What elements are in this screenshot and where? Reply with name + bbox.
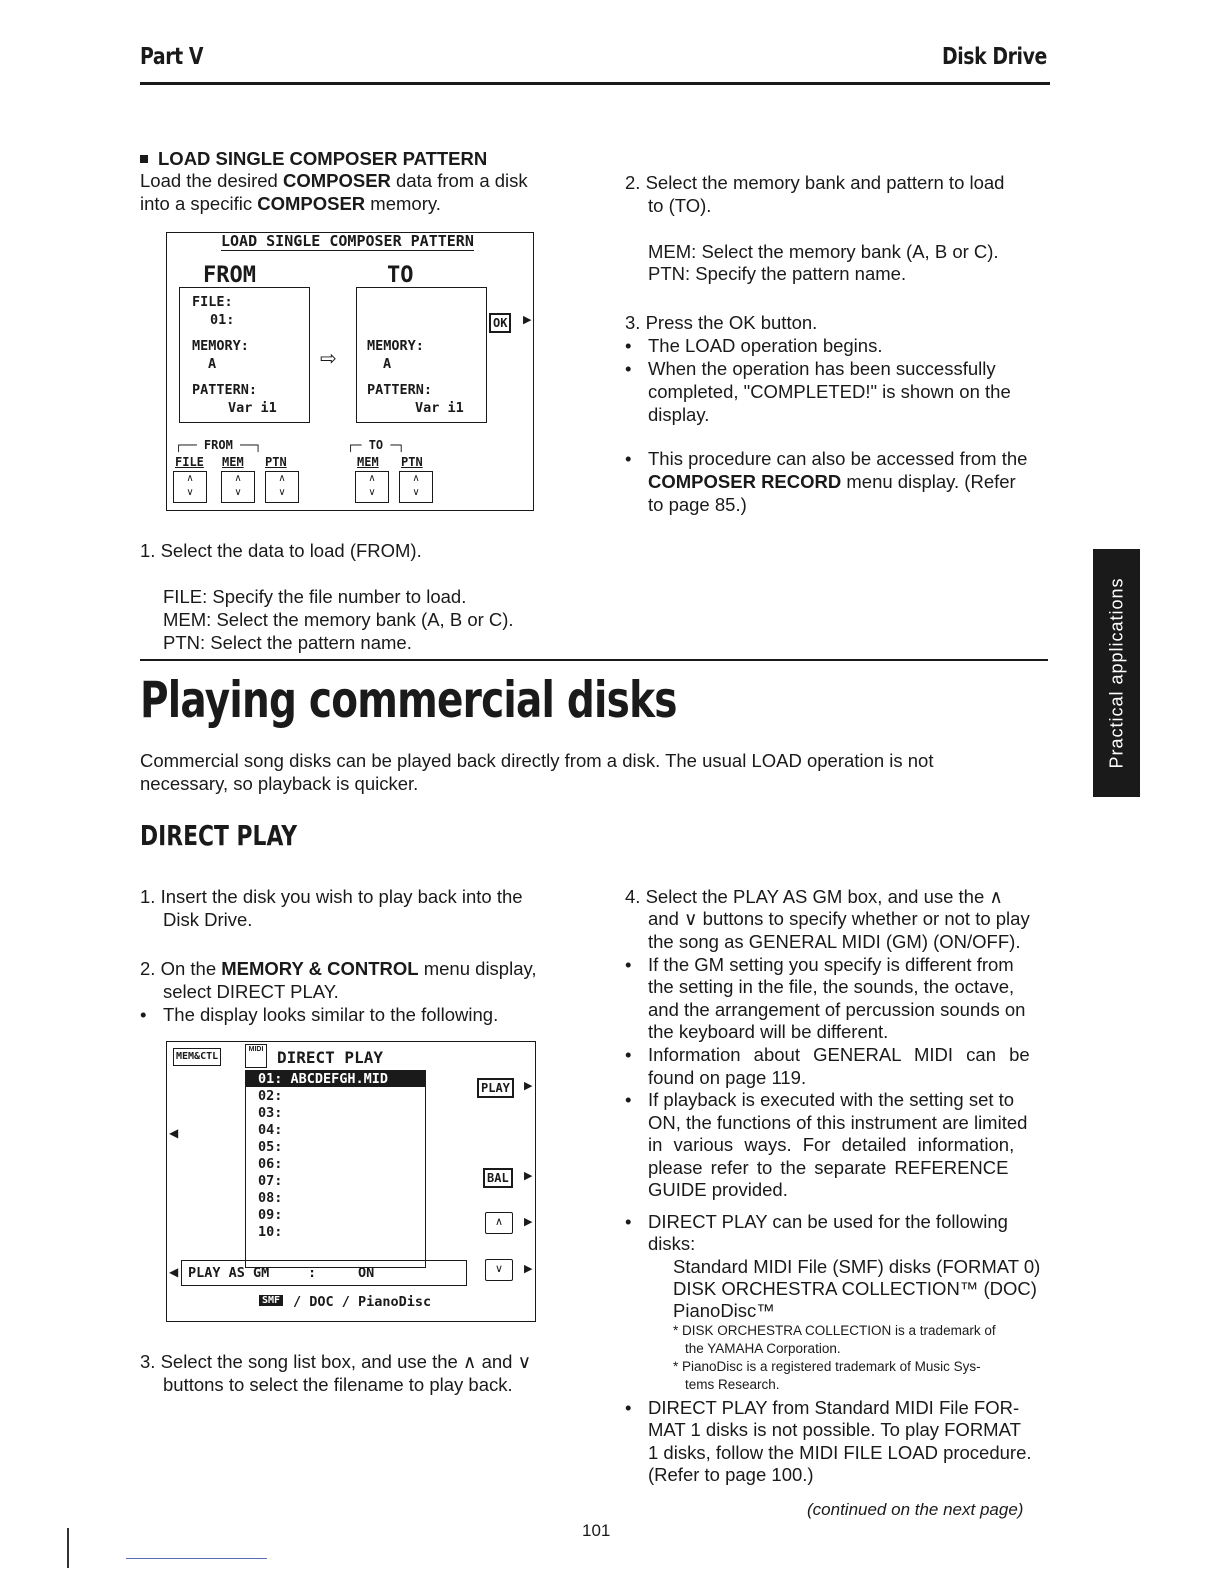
- gm-separator: :: [308, 1265, 317, 1281]
- to-memory-value: A: [383, 356, 392, 372]
- limit-bullet-line: ON, the functions of this instrument are limited: [648, 1112, 1028, 1133]
- song-row[interactable]: 04:: [258, 1122, 283, 1138]
- gm-bullet-line: the setting in the file, the sounds, the octave,: [648, 976, 1015, 997]
- margin-mark: [67, 1528, 69, 1568]
- to-ptn-updown-button[interactable]: ∧ ∨: [399, 471, 433, 503]
- gm-label: PLAY AS GM: [188, 1265, 270, 1281]
- btn-to-mem-label: MEM: [357, 455, 379, 469]
- load-bullet2-line1: When the operation has been successfully: [648, 358, 996, 379]
- arrow-right-icon: ⇨: [320, 348, 337, 370]
- gm-bullet-line: If the GM setting you specify is different from: [648, 954, 1014, 975]
- playing-intro-line1: Commercial song disks can be played back directly from a disk. The usual LOAD operation is not: [140, 750, 934, 771]
- mem-note: MEM: Select the memory bank (A, B or C).: [163, 609, 514, 630]
- song-row[interactable]: 03:: [258, 1105, 283, 1121]
- bullet-dot-icon: •: [625, 1044, 632, 1065]
- direct-play-display: [166, 1041, 536, 1322]
- to-memory-label: MEMORY:: [367, 338, 424, 354]
- song-row[interactable]: 06:: [258, 1156, 283, 1172]
- gm-bullet-line: the keyboard will be different.: [648, 1021, 889, 1042]
- text-bold: MEMORY & CONTROL: [221, 958, 419, 979]
- file-note: FILE: Specify the file number to load.: [163, 586, 467, 607]
- song-row[interactable]: 09:: [258, 1207, 283, 1223]
- play-as-gm-box[interactable]: [181, 1260, 467, 1286]
- to-pattern-label: PATTERN:: [367, 382, 433, 398]
- bullet-dot-icon: •: [625, 1397, 632, 1418]
- page-number: 101: [582, 1521, 611, 1540]
- left-triangle-icon: ◀: [169, 1265, 179, 1279]
- text: Load the desired: [140, 170, 283, 191]
- to-mem-updown-button[interactable]: ∧ ∨: [355, 471, 389, 503]
- text-bold: COMPOSER RECORD: [648, 471, 842, 492]
- up-triangle-icon: ▶: [524, 1216, 533, 1228]
- load-bullet3-line1: This procedure can also be accessed from the: [648, 448, 1028, 469]
- to-group-text: TO: [368, 438, 384, 452]
- load-step2-line2: to (TO).: [648, 195, 712, 216]
- from-pattern-label: PATTERN:: [192, 382, 258, 398]
- info-bullet-line: Information about GENERAL MIDI can be: [648, 1044, 1030, 1065]
- bullet-dot-icon: •: [625, 1211, 632, 1232]
- memctl-tab[interactable]: MEM&CTL: [173, 1048, 221, 1066]
- btn-ptn-label: PTN: [265, 455, 287, 469]
- text-bold: COMPOSER: [282, 170, 391, 191]
- load-bullet1: The LOAD operation begins.: [648, 335, 883, 356]
- dp-step2-bullet: The display looks similar to the following.: [163, 1004, 499, 1025]
- song-row[interactable]: 02:: [258, 1088, 283, 1104]
- bullet-dot-icon: •: [625, 335, 632, 356]
- dp-step2-line1: [140, 957, 537, 980]
- midi-icon-text: MIDI: [248, 1046, 264, 1053]
- bal-button[interactable]: BAL: [483, 1168, 513, 1188]
- load-step2-line1: 2. Select the memory bank and pattern to load: [625, 172, 1005, 193]
- direct-play-subtitle: DIRECT PLAY: [140, 819, 298, 852]
- from-pattern-value: Var i1: [228, 400, 277, 416]
- disks-bullet-line: disks:: [648, 1233, 696, 1254]
- dp-step4-line3: the song as GENERAL MIDI (GM) (ON/OFF).: [648, 931, 1021, 952]
- dp-step2-line2: select DIRECT PLAY.: [163, 981, 339, 1002]
- left-triangle-icon: ◀: [169, 1126, 179, 1140]
- bullet-dot-icon: •: [625, 1089, 632, 1110]
- bullet-dot-icon: •: [625, 954, 632, 975]
- side-tab-label: Practical applications: [1106, 577, 1126, 769]
- playing-intro-line2: necessary, so playback is quicker.: [140, 773, 419, 794]
- disks-bullet-line: DIRECT PLAY can be used for the following: [648, 1211, 1008, 1232]
- header-part: Part V: [140, 44, 204, 70]
- from-group-label: ┌── FROM ──┐: [175, 438, 262, 452]
- load-display: [166, 232, 534, 511]
- text: menu display. (Refer: [841, 471, 1016, 492]
- text-bold: COMPOSER: [257, 193, 366, 214]
- load-intro-line2: [140, 192, 441, 215]
- footnote: * PianoDisc is a registered trademark of Music Sys-: [673, 1359, 981, 1374]
- margin-mark: [126, 1558, 267, 1559]
- load-step1: 1. Select the data to load (FROM).: [140, 540, 422, 561]
- play-button[interactable]: PLAY: [477, 1078, 514, 1098]
- down-button[interactable]: ∨: [485, 1259, 513, 1281]
- from-label: FROM: [203, 263, 256, 288]
- load-intro-line1: [140, 169, 528, 192]
- song-row[interactable]: 07:: [258, 1173, 283, 1189]
- text: 2. On the: [140, 958, 222, 979]
- smf-badge: SMF: [259, 1295, 283, 1306]
- limit-bullet-line: If playback is executed with the setting set to: [648, 1089, 1015, 1110]
- bullet-dot-icon: •: [625, 448, 632, 469]
- dp-step1-line2: Disk Drive.: [163, 909, 253, 930]
- to-label: TO: [387, 263, 414, 288]
- btn-mem-label: MEM: [222, 455, 244, 469]
- midi-disk-icon: [245, 1044, 267, 1068]
- load-bullet2-line3: display.: [648, 404, 710, 425]
- header-rule: [140, 82, 1050, 85]
- song-row[interactable]: 08:: [258, 1190, 283, 1206]
- dp-step1-line1: 1. Insert the disk you wish to play back into the: [140, 886, 523, 907]
- disk-type: Standard MIDI File (SMF) disks (FORMAT 0): [673, 1256, 1041, 1277]
- from-group-text: FROM: [203, 438, 233, 452]
- square-bullet-icon: [140, 155, 148, 163]
- down-triangle-icon: ▶: [524, 1263, 533, 1275]
- play-triangle-icon: ▶: [524, 1080, 533, 1092]
- ptn-updown-button[interactable]: ∧ ∨: [265, 471, 299, 503]
- load-heading-text: LOAD SINGLE COMPOSER PATTERN: [158, 148, 488, 169]
- limit-bullet-line: in various ways. For detailed information,: [648, 1134, 1015, 1155]
- to-mem-note: MEM: Select the memory bank (A, B or C).: [648, 241, 999, 262]
- gm-bullet-line: and the arrangement of percussion sounds on: [648, 999, 1026, 1020]
- footnote: * DISK ORCHESTRA COLLECTION is a trademark of: [673, 1323, 996, 1338]
- format1-bullet-line: MAT 1 disks is not possible. To play FORMAT: [648, 1419, 1021, 1440]
- text: menu display,: [418, 958, 537, 979]
- text: data from a disk: [390, 170, 528, 191]
- load-heading: [140, 147, 487, 170]
- song-row[interactable]: 05:: [258, 1139, 283, 1155]
- limit-bullet-line: please refer to the separate REFERENCE: [648, 1157, 1009, 1178]
- disk-type: DISK ORCHESTRA COLLECTION™ (DOC): [673, 1278, 1037, 1299]
- footnote: the YAMAHA Corporation.: [685, 1341, 841, 1356]
- disk-type: PianoDisc™: [673, 1300, 775, 1321]
- to-pattern-value: Var i1: [415, 400, 464, 416]
- load-bullet3-line3: to page 85.): [648, 494, 747, 515]
- dp-step3-line2: buttons to select the filename to play back.: [163, 1374, 513, 1395]
- btn-file-label: FILE: [175, 455, 204, 469]
- play-triangle-icon: ▶: [523, 314, 532, 326]
- footnote: tems Research.: [685, 1377, 780, 1392]
- from-memory-label: MEMORY:: [192, 338, 249, 354]
- text: into a specific: [140, 193, 258, 214]
- btn-to-ptn-label: PTN: [401, 455, 423, 469]
- file-updown-button[interactable]: ∧ ∨: [173, 471, 207, 503]
- info-bullet-line: found on page 119.: [648, 1067, 807, 1088]
- gm-value: ON: [358, 1265, 375, 1281]
- bullet-dot-icon: •: [625, 358, 632, 379]
- bal-triangle-icon: ▶: [524, 1170, 533, 1182]
- song-row-selected[interactable]: 01: ABCDEFGH.MID: [246, 1071, 425, 1087]
- load-bullet3-line2: [648, 470, 1016, 493]
- file-label: FILE:: [192, 294, 233, 310]
- side-tab: [1093, 549, 1140, 797]
- section-title: Playing commercial disks: [140, 671, 677, 729]
- text: memory.: [365, 193, 441, 214]
- load-step3: 3. Press the OK button.: [625, 312, 818, 333]
- to-box[interactable]: [356, 287, 487, 423]
- from-box[interactable]: [179, 287, 310, 423]
- direct-play-title: DIRECT PLAY: [277, 1048, 383, 1067]
- bullet-dot-icon: •: [140, 1004, 147, 1025]
- header-section: Disk Drive: [942, 44, 1047, 70]
- dp-step4-line1: 4. Select the PLAY AS GM box, and use the ∧: [625, 886, 1003, 907]
- format1-bullet-line: 1 disks, follow the MIDI FILE LOAD procedure.: [648, 1442, 1032, 1463]
- format1-bullet-line: DIRECT PLAY from Standard MIDI File FOR-: [648, 1397, 1020, 1418]
- limit-bullet-line: GUIDE provided.: [648, 1179, 788, 1200]
- dp-step4-line2: and ∨ buttons to specify whether or not to play: [648, 908, 1030, 929]
- continued-note: (continued on the next page): [807, 1500, 1024, 1519]
- song-list-box[interactable]: [245, 1070, 426, 1268]
- to-ptn-note: PTN: Specify the pattern name.: [648, 263, 907, 284]
- ptn-note: PTN: Select the pattern name.: [163, 632, 412, 653]
- load-bullet2-line2: completed, "COMPLETED!" is shown on the: [648, 381, 1011, 402]
- load-display-title: LOAD SINGLE COMPOSER PATTERN: [221, 232, 474, 250]
- to-group-label: ┌─ TO ─┐: [347, 438, 405, 452]
- section-rule: [140, 659, 1048, 661]
- up-button[interactable]: ∧: [485, 1212, 513, 1234]
- ok-button[interactable]: OK: [489, 313, 511, 333]
- dp-step3-line1: 3. Select the song list box, and use the ∧ and ∨: [140, 1351, 532, 1372]
- song-row[interactable]: 10:: [258, 1224, 283, 1240]
- file-value: 01:: [210, 312, 235, 328]
- format1-bullet-line: (Refer to page 100.): [648, 1464, 814, 1485]
- from-memory-value: A: [208, 356, 217, 372]
- mem-updown-button[interactable]: ∧ ∨: [221, 471, 255, 503]
- formats-text: / DOC / PianoDisc: [293, 1294, 432, 1310]
